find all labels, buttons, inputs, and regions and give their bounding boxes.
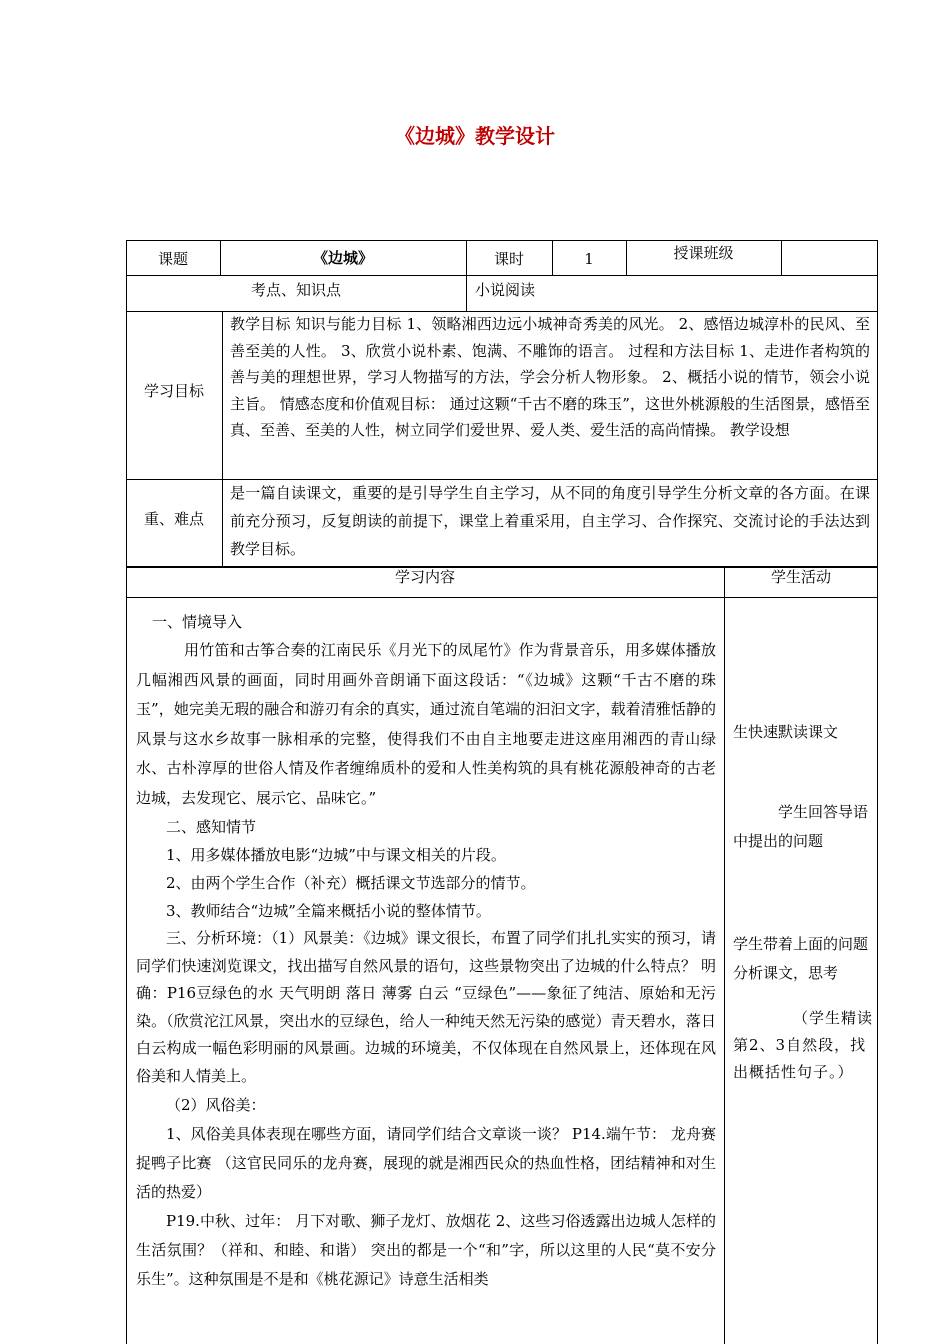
activity-2: 学生回答导语中提出的问题 (733, 803, 869, 850)
section-intro-text: 用竹笛和古筝合奏的江南民乐《月光下的凤尾竹》作为背景音乐，用多媒体播放几幅湘西风景的画面，同时用画外音朗诵下面这段话：“《边城》这颗“千古不磨的珠玉”，她完美无瑕的融合和游刃有余的真实，通过流自笔端的汩汩文字，载着清雅恬静的风景与这水乡故事一脉相承的完整，使得我们不由自主地要走进这座用湘西的青山绿水、古朴淳厚的世俗人情及作者缠绵质朴的爱和人性美构筑的具有桃花源般神奇的古老边城，去发现它、展示它、品味它。” (136, 641, 716, 807)
class-label: 授课班级 (673, 244, 734, 262)
kaodian-label: 考点、知识点 (250, 281, 341, 299)
kaodian-value: 小说阅读 (475, 281, 536, 299)
custom-item-1: 1、风俗美具体表现在哪些方面，请同学们结合文章谈一谈？ P14.端午节： 龙舟赛 捉鸭子比赛 （这官民同乐的龙舟赛，展现的就是湘西民众的热血性格，团结精神和对生活的热爱） (136, 1125, 716, 1201)
activity-4: （学生精读第2、3自然段，找出概括性句子。） (733, 1009, 874, 1081)
custom-item-2: P19.中秋、过年： 月下对歌、狮子龙灯、放烟花 2、这些习俗透露出边城人怎样的生活氛围？（祥和、和睦、和谐） 突出的都是一个“和”字，所以这里的人民“莫不安分乐生”。这种氛围是不是和《桃花源记》诗意生活相类 (136, 1212, 716, 1288)
topic-value: 《边城》 (312, 249, 373, 267)
keypoints-label: 重、难点 (143, 510, 204, 528)
activity-1: 生快速默读课文 (733, 723, 839, 741)
activity-header-label: 学生活动 (770, 568, 831, 586)
document-title: 《边城》教学设计 (395, 124, 555, 148)
content-header-label: 学习内容 (394, 568, 455, 586)
section-plot-heading: 二、感知情节 (166, 818, 257, 836)
content-body (136, 608, 716, 1294)
hours-label: 课时 (493, 250, 524, 268)
goals-label: 学习目标 (143, 382, 204, 400)
plot-item-2: 2、由两个学生合作（补充）概括课文节选部分的情节。 (166, 874, 536, 892)
goals-text: 教学目标 知识与能力目标 1、领略湘西边远小城神奇秀美的风光。 2、感悟边城淳朴的民风、至善至美的人性。 3、欣赏小说朴素、饱满、不雕饰的语言。 过程和方法目标 1、走进作者构筑的善与美的理想世界，学习人物描写的方法，学会分析人物形象。 2、概括小说的情节，领会小说主旨。 情感态度和价值观目标： 通过这颗“千古不磨的珠玉”，这世外桃源般的生活图景，感悟至真、至善、至美的人性，树立同学们爱世界、爱人类、爱生活的高尚情操。 教学设想 (230, 315, 870, 439)
plot-item-1: 1、用多媒体播放电影“边城”中与课文相关的片段。 (166, 846, 506, 864)
custom-heading: （2）风俗美： (166, 1096, 266, 1114)
keypoints-text: 是一篇自读课文，重要的是引导学生自主学习，从不同的角度引导学生分析文章的各方面。在课前充分预习，反复朗读的前提下，课堂上着重采用，自主学习、合作探究、交流讨论的手法达到教学目标。 (230, 484, 870, 558)
activity-3: 学生带着上面的问题分析课文，思考 (733, 935, 869, 982)
hours-value: 1 (584, 250, 594, 268)
section-environment-text: 三、分析环境：（1）风景美：《边城》课文很长，布置了同学们扎扎实实的预习，请同学们快速浏览课文，找出描写自然风景的语句，这些景物突出了边城的什么特点？ 明确：P16豆绿色的水 天气明朗 落日 薄雾 白云 “豆绿色”——象征了纯洁、原始和无污染。（欣赏沱江风景，突出水的豆绿色，给人一种纯天然无污染的感觉）青天碧水，落日白云构成一幅色彩明丽的风景画。边城的环境美，不仅体现在自然风景上，还体现在风俗美和人情美上。 (136, 929, 716, 1085)
topic-label: 课题 (157, 250, 188, 268)
section-intro-heading: 一、情境导入 (152, 613, 243, 631)
plot-item-3: 3、教师结合“边城”全篇来概括小说的整体情节。 (166, 902, 491, 920)
